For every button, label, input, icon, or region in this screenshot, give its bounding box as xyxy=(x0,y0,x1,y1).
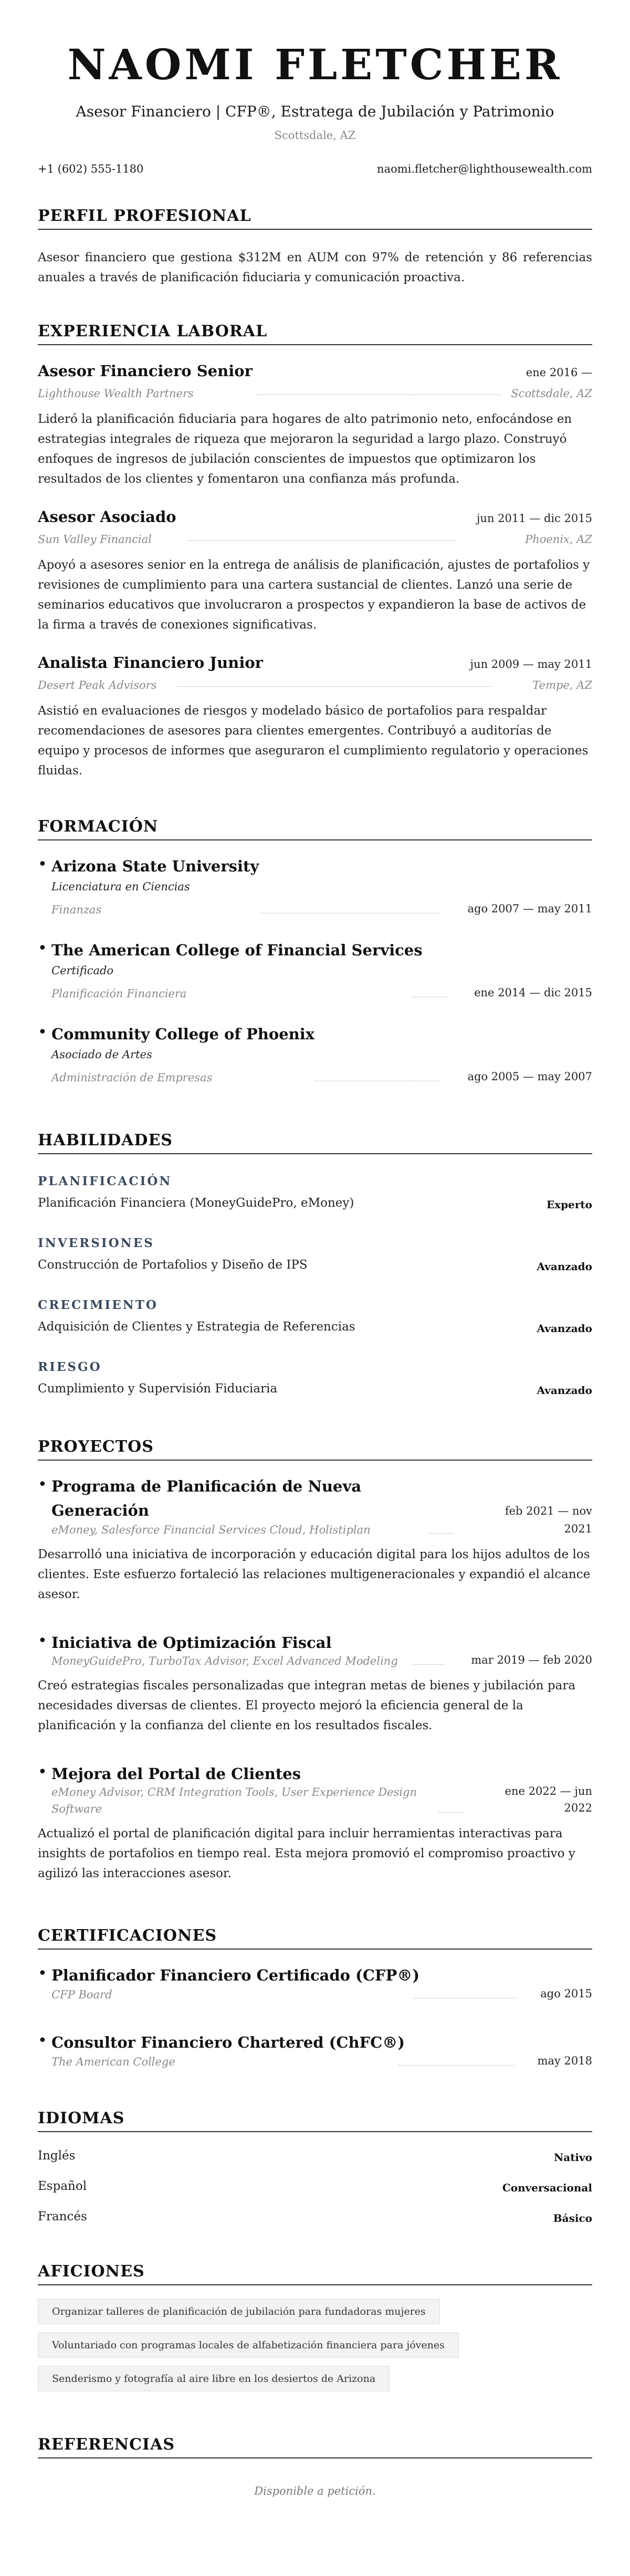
certification-issuer: CFP Board xyxy=(51,1988,112,2001)
section-divider xyxy=(38,344,592,345)
certification-name: Consultor Financiero Chartered (ChFC®) xyxy=(51,2034,405,2051)
skill-level: Avanzado xyxy=(537,1384,592,1397)
candidate-location: Scottsdale, AZ xyxy=(274,129,356,142)
project-tools: MoneyGuidePro, TurboTax Advisor, Excel Advanced Modeling xyxy=(51,1655,398,1667)
bullet-dot: • xyxy=(38,1632,47,1650)
leader-dots xyxy=(429,1533,454,1534)
certification-date: may 2018 xyxy=(537,2055,592,2067)
bullet-dot: • xyxy=(38,855,47,874)
section-title-references: REFERENCIAS xyxy=(38,2435,175,2454)
language-level: Conversacional xyxy=(502,2181,592,2194)
project-date: ene 2022 — jun xyxy=(505,1785,592,1797)
job-date: jun 2009 — may 2011 xyxy=(470,658,592,670)
project-date: mar 2019 — feb 2020 xyxy=(471,1654,592,1666)
skill-name: Planificación Financiera (MoneyGuidePro, eMoney) xyxy=(38,1196,354,1210)
job-description: Apoyó a asesores senior en la entrega de análisis de planificación, ajustes de portafolios y revisiones de cumplimiento para una cartera sustancial de clientes. Lanzó una serie de seminarios educativos que involucraron a prospectos y expandieron la base de activos de la firma a través de conexiones significativas. xyxy=(38,558,590,632)
hobby-tag: Senderismo y fotografía al aire libre en los desiertos de Arizona xyxy=(38,2366,390,2391)
leader-dots xyxy=(177,686,491,687)
project-description: Creó estrategias fiscales personalizadas que integran metas de bienes y jubilación para necesidades diversas de clientes. El proyecto mejoró la eficiencia general de la planificación y la confianza del cliente en los resultados fiscales. xyxy=(38,1679,576,1732)
job-title: Asesor Financiero Senior xyxy=(38,362,253,380)
skill-level: Avanzado xyxy=(537,1260,592,1273)
hobby-tag: Voluntariado con programas locales de alfabetización financiera para jóvenes xyxy=(38,2333,459,2358)
section-title-projects: PROYECTOS xyxy=(38,1438,154,1456)
phone-number: +1 (602) 555-1180 xyxy=(38,163,144,175)
section-title-experience: EXPERIENCIA LABORAL xyxy=(38,322,268,340)
job-location: Scottsdale, AZ xyxy=(511,387,592,400)
section-divider xyxy=(38,839,592,840)
education-degree: Certificado xyxy=(51,964,114,977)
bullet-dot: • xyxy=(38,1964,47,1983)
leader-dots xyxy=(398,2065,514,2066)
job-description: Asistió en evaluaciones de riesgos y modelado básico de portafolios para respaldar recomendaciones de asesores para clientes emergentes. Contribuyó a auditorías de equipo y procesos de informes que aseguraron el cumplimiento regulatorio y operaciones fluidas. xyxy=(38,704,589,778)
leader-dots xyxy=(188,540,456,541)
leader-dots xyxy=(414,1664,445,1665)
leader-dots xyxy=(438,1812,464,1813)
job-company: Sun Valley Financial xyxy=(38,533,152,546)
certification-issuer: The American College xyxy=(51,2056,175,2068)
education-date: ago 2005 — may 2007 xyxy=(467,1070,592,1083)
section-divider xyxy=(38,1949,592,1950)
education-date: ago 2007 — may 2011 xyxy=(467,902,592,915)
section-title-education: FORMACIÓN xyxy=(38,817,159,836)
project-tools: eMoney Advisor, CRM Integration Tools, User Experience Design xyxy=(51,1786,417,1798)
education-degree: Licenciatura en Ciencias xyxy=(51,880,190,893)
section-title-certifications: CERTIFICACIONES xyxy=(38,1926,217,1945)
certification-name: Planificador Financiero Certificado (CFP®) xyxy=(51,1966,420,1984)
bullet-dot: • xyxy=(38,1475,47,1494)
section-divider xyxy=(38,229,592,230)
job-location: Phoenix, AZ xyxy=(525,533,592,546)
project-tools-continued: Software xyxy=(51,1803,102,1815)
candidate-subtitle: Asesor Financiero | CFP®, Estratega de Jubilación y Patrimonio xyxy=(76,103,554,120)
email-address: naomi.fletcher@lighthousewealth.com xyxy=(377,163,592,175)
job-company: Desert Peak Advisors xyxy=(38,679,157,691)
section-divider xyxy=(38,1460,592,1461)
language-name: Inglés xyxy=(38,2149,76,2163)
section-divider xyxy=(38,2457,592,2458)
section-title-skills: HABILIDADES xyxy=(38,1131,173,1149)
project-date: feb 2021 — nov xyxy=(505,1505,592,1517)
skill-name: Construcción de Portafolios y Diseño de IPS xyxy=(38,1258,308,1272)
certification-date: ago 2015 xyxy=(540,1987,592,2000)
job-date: jun 2011 — dic 2015 xyxy=(476,512,592,525)
job-description: Lideró la planificación fiduciaria para hogares de alto patrimonio neto, enfocándose en estrategias integrales de riqueza que mejoraron la seguridad a largo plazo. Construyó enfoques de ingresos de jubilación conscientes de impuestos que optimizaron los resultados de los clientes y fomentaron una confianza más profunda. xyxy=(38,412,572,486)
skill-category: RIESGO xyxy=(38,1360,102,1374)
job-location: Tempe, AZ xyxy=(532,679,592,691)
skill-category: INVERSIONES xyxy=(38,1236,154,1250)
education-field: Planificación Financiera xyxy=(51,987,187,1000)
job-title: Asesor Asociado xyxy=(38,508,176,526)
language-level: Nativo xyxy=(553,2151,592,2164)
project-description: Desarrolló una iniciativa de incorporación y educación digital para los hijos adultos de los clientes. Este esfuerzo fortaleció las relaciones multigeneracionales y expandió el alcance asesor. xyxy=(38,1548,591,1601)
project-title: Mejora del Portal de Clientes xyxy=(51,1765,301,1783)
project-tools: eMoney, Salesforce Financial Services Cloud, Holistiplan xyxy=(51,1524,371,1536)
section-divider xyxy=(38,2284,592,2285)
bullet-dot: • xyxy=(38,939,47,957)
section-title-hobbies: AFICIONES xyxy=(38,2262,145,2281)
language-name: Francés xyxy=(38,2210,87,2223)
job-date: ene 2016 — xyxy=(526,366,592,379)
skill-category: CRECIMIENTO xyxy=(38,1298,158,1312)
section-title-profile: PERFIL PROFESIONAL xyxy=(38,207,251,225)
bullet-dot: • xyxy=(38,1023,47,1041)
education-school: Arizona State University xyxy=(51,857,259,875)
skill-name: Cumplimiento y Supervisión Fiduciaria xyxy=(38,1382,278,1396)
section-title-languages: IDIOMAS xyxy=(38,2109,125,2127)
job-title: Analista Financiero Junior xyxy=(38,654,263,672)
project-title-continued: Generación xyxy=(51,1502,149,1519)
profile-summary: Asesor financiero que gestiona $312M en AUM con 97% de retención y 86 referencias anuales a través de planificación fiduciaria y comunicación proactiva. xyxy=(38,251,592,284)
skill-level: Avanzado xyxy=(537,1322,592,1335)
education-school: Community College of Phoenix xyxy=(51,1025,315,1043)
hobby-tag: Organizar talleres de planificación de jubilación para fundadoras mujeres xyxy=(38,2299,440,2324)
candidate-name: NAOMI FLETCHER xyxy=(67,40,563,89)
bullet-dot: • xyxy=(38,1763,47,1781)
section-divider xyxy=(38,1153,592,1154)
section-divider xyxy=(38,2131,592,2132)
project-date-continued: 2021 xyxy=(564,1523,592,1535)
skill-name: Adquisición de Clientes y Estrategia de Referencias xyxy=(38,1320,355,1334)
project-description: Actualizó el portal de planificación digital para incluir herramientas interactivas para insights de portafolios en tiempo real. Esta mejora promovió el compromiso proactivo y agilizó las interacciones asesor. xyxy=(38,1827,575,1880)
project-title: Iniciativa de Optimización Fiscal xyxy=(51,1634,332,1652)
project-title: Programa de Planificación de Nueva xyxy=(51,1477,362,1495)
skill-level: Experto xyxy=(547,1198,592,1211)
project-date-continued: 2022 xyxy=(564,1802,592,1814)
education-field: Administración de Empresas xyxy=(51,1071,213,1084)
bullet-dot: • xyxy=(38,2031,47,2050)
references-note: Disponible a petición. xyxy=(254,2485,376,2497)
job-company: Lighthouse Wealth Partners xyxy=(38,387,194,400)
education-date: ene 2014 — dic 2015 xyxy=(474,986,592,999)
language-name: Español xyxy=(38,2179,87,2193)
education-school: The American College of Financial Services xyxy=(51,941,423,959)
education-degree: Asociado de Artes xyxy=(51,1048,152,1061)
language-level: Básico xyxy=(553,2212,592,2224)
skill-category: PLANIFICACIÓN xyxy=(38,1174,172,1188)
education-field: Finanzas xyxy=(51,903,102,916)
